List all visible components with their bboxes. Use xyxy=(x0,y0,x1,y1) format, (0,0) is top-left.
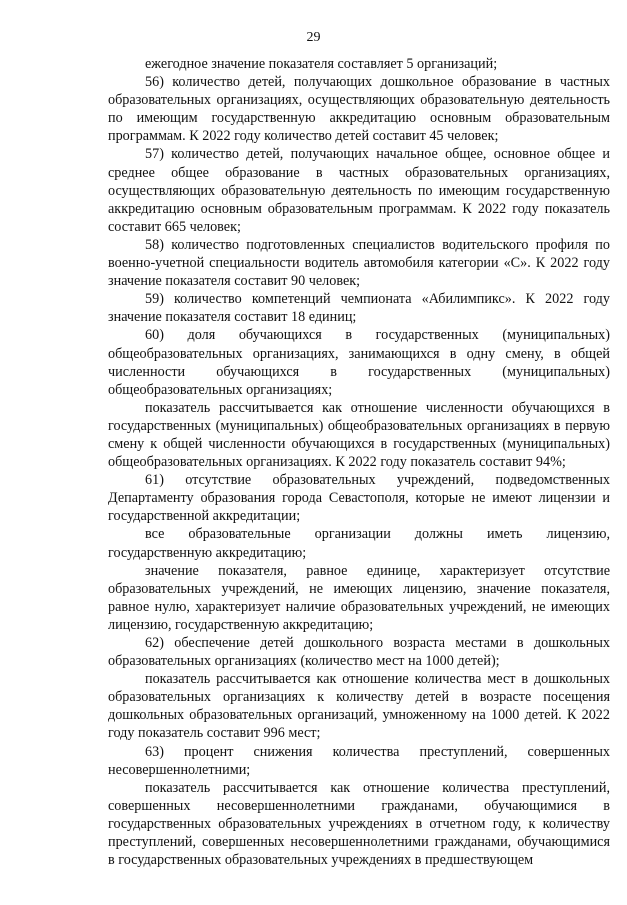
paragraph-item-61-requirement: все образовательные организации должны иметь лицензию, государственную аккредитацию; xyxy=(108,526,610,561)
paragraph-item-61-value: значение показателя, равное единице, характеризует отсутствие образовательных учреждений, не имеющих лицензию, значение показателя, равное нулю, характеризует наличие образовательных учреждений, не имеющих лицензию, государственную аккредитацию; xyxy=(108,562,610,633)
paragraph-item-63-calculation: показатель рассчитывается как отношение количества преступлений, совершенных несовершеннолетними гражданами, обучающимися в государственных образовательных учреждениях в отчетном году, к количеству преступлений, совершенных несовершеннолетними гражданами, обучающимися в государственных образовательных учреждениях в предшествующем xyxy=(108,779,610,869)
paragraph-item-60: 60) доля обучающихся в государственных (муниципальных) общеобразовательных организациях, занимающихся в одну смену, в общей численности обучающихся в государственных (муниципальных) общеобразовательных организациях; xyxy=(108,327,610,398)
document-body xyxy=(108,55,610,869)
paragraph-continuation: ежегодное значение показателя составляет 5 организаций; xyxy=(145,56,498,72)
paragraph-item-62: 62) обеспечение детей дошкольного возраста местами в дошкольных образовательных организациях (количество мест на 1000 детей); xyxy=(108,635,610,670)
page-number: 29 xyxy=(306,30,321,45)
paragraph-item-61: 61) отсутствие образовательных учреждений, подведомственных Департаменту образования города Севастополя, которые не имеют лицензии и государственной аккредитации; xyxy=(108,472,610,525)
paragraph-item-59: 59) количество компетенций чемпионата «Абилимпикс». К 2022 году значение показателя составит 18 единиц; xyxy=(108,291,610,326)
paragraph-item-57: 57) количество детей, получающих начальное общее, основное общее и среднее общее образование в частных образовательных организациях, осуществляющих образовательную деятельность по имеющим государственную аккредитацию основным образовательным программам. К 2022 году показатель составит 665 человек; xyxy=(108,146,610,235)
paragraph-item-58: 58) количество подготовленных специалистов водительского профиля по военно-учетной специальности водитель автомобиля категории «С». К 2022 году значение показателя составит 90 человек; xyxy=(108,236,610,290)
paragraph-item-60-calculation: показатель рассчитывается как отношение численности обучающихся в государственных (муниципальных) общеобразовательных организациях в первую смену к общей численности обучающихся в государственных (муниципальных) общеобразовательных организациях. К 2022 году показатель составит 94%; xyxy=(108,399,610,471)
paragraph-item-56: 56) количество детей, получающих дошкольное образование в частных образовательных организациях, осуществляющих образовательную деятельность по имеющим государственную аккредитацию основным образовательным программам. К 2022 году количество детей составит 45 человек; xyxy=(108,74,610,145)
paragraph-item-63: 63) процент снижения количества преступлений, совершенных несовершеннолетними; xyxy=(108,743,610,778)
paragraph-item-62-calculation: показатель рассчитывается как отношение количества мест в дошкольных образовательных организациях к количеству детей в возрасте посещения дошкольных образовательных организаций, умноженному на 1000 детей. К 2022 году показатель составит 996 мест; xyxy=(108,671,610,742)
